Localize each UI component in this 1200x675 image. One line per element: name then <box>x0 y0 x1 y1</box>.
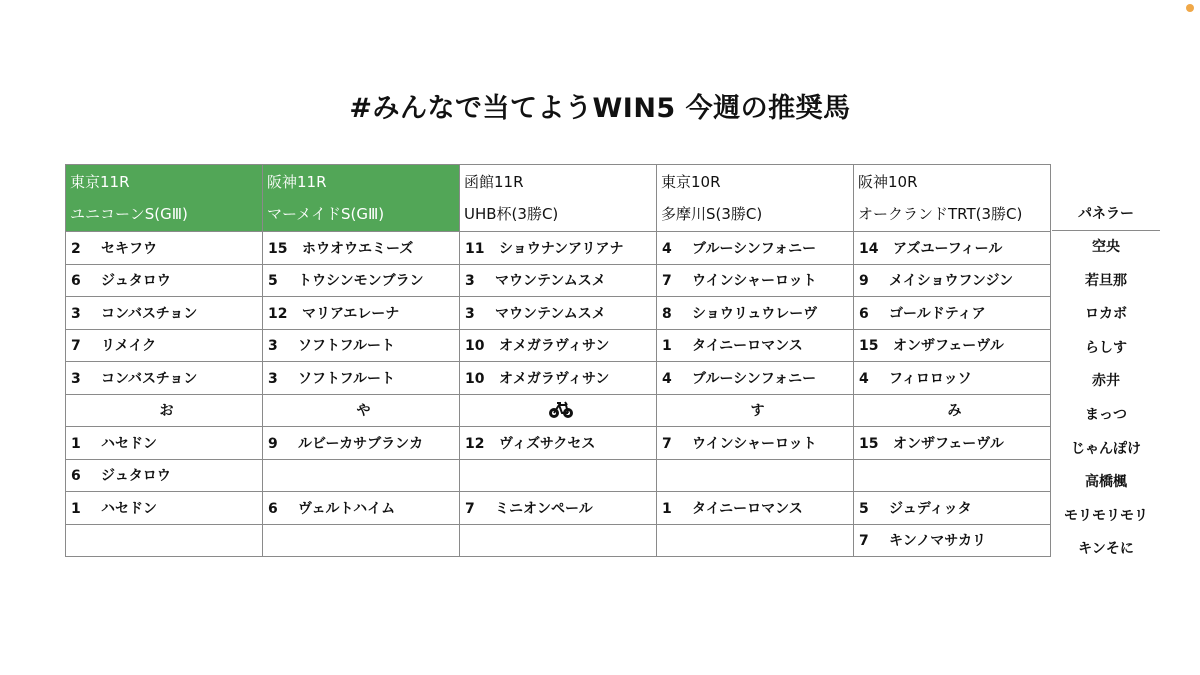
pick-cell <box>854 492 1051 525</box>
horse-name: フィロロッソ <box>889 370 972 387</box>
pick-cell <box>657 427 854 460</box>
pick-cell <box>657 264 854 297</box>
horse-number: 1 <box>71 435 81 452</box>
pick-cell <box>460 362 657 395</box>
horse-name: キンノマサカリ <box>889 533 987 550</box>
horse-name: オンザフェーヴル <box>893 435 1004 452</box>
panelist-name: じゃんぽけ <box>1071 440 1141 457</box>
horse-name: ウインシャーロット <box>692 435 817 452</box>
horse-name: オメガラヴィサン <box>499 338 610 355</box>
pick-cell <box>657 297 854 330</box>
horse-number: 4 <box>859 370 869 387</box>
horse-number: 7 <box>662 273 672 290</box>
horse-name: メイショウフンジン <box>889 273 1014 290</box>
pick-cell <box>854 427 1051 460</box>
message-char-cell: や <box>263 394 460 427</box>
race-venue: 東京11R <box>70 173 130 191</box>
horse-number: 1 <box>662 338 672 355</box>
pick-row <box>66 427 1051 460</box>
horse-number: 1 <box>662 500 672 517</box>
horse-number: 3 <box>71 305 81 322</box>
horse-number: 11 <box>465 240 485 257</box>
panelist-name: まっつ <box>1085 406 1127 423</box>
horse-number: 4 <box>662 370 672 387</box>
race-name: マーメイドS(GⅢ) <box>267 205 385 223</box>
horse-name: ソフトフルート <box>298 370 396 387</box>
pick-row <box>66 394 1051 427</box>
horse-name: オメガラヴィサン <box>499 370 610 387</box>
race-venue: 阪神10R <box>858 173 918 191</box>
horse-number: 7 <box>859 533 869 550</box>
horse-number: 2 <box>71 240 81 257</box>
horse-name: リメイク <box>101 338 157 355</box>
empty-cell <box>657 459 854 492</box>
empty-cell <box>460 459 657 492</box>
pick-cell <box>263 362 460 395</box>
horse-name: セキフウ <box>101 240 157 257</box>
race-header-3 <box>460 165 657 232</box>
horse-name: ウインシャーロット <box>692 273 817 290</box>
horse-number: 12 <box>465 435 485 452</box>
pick-cell <box>460 297 657 330</box>
horse-name: ルビーカサブランカ <box>298 435 424 452</box>
horse-name: ヴェルトハイム <box>298 500 396 517</box>
race-name: オークランドTRT(3勝C) <box>858 205 1023 223</box>
pick-cell <box>66 329 263 362</box>
horse-number: 10 <box>465 370 485 387</box>
pick-cell <box>263 297 460 330</box>
panelist-name: キンそに <box>1078 541 1134 558</box>
empty-cell <box>854 459 1051 492</box>
horse-name: ブルーシンフォニー <box>692 370 817 387</box>
horse-name: タイニーロマンス <box>692 338 803 355</box>
horse-number: 1 <box>71 500 81 517</box>
pick-cell <box>460 492 657 525</box>
pick-cell <box>854 297 1051 330</box>
horse-name: コンバスチョン <box>101 370 198 387</box>
pick-cell <box>460 329 657 362</box>
pick-cell <box>657 492 854 525</box>
horse-number: 3 <box>268 370 278 387</box>
horse-number: 7 <box>662 435 672 452</box>
horse-name: オンザフェーヴル <box>893 338 1004 355</box>
pick-cell <box>460 264 657 297</box>
pick-cell <box>263 492 460 525</box>
horse-number: 5 <box>859 500 869 517</box>
panelist-name: 赤井 <box>1092 373 1120 390</box>
pick-row <box>66 264 1051 297</box>
horse-name: ジュタロウ <box>101 273 171 290</box>
horse-name: ヴィズサクセス <box>499 435 596 452</box>
pick-cell <box>66 427 263 460</box>
horse-name: ハセドン <box>101 435 157 452</box>
pick-cell <box>854 264 1051 297</box>
pick-row <box>66 329 1051 362</box>
pick-cell <box>854 524 1051 557</box>
race-header-row <box>66 165 1051 232</box>
horse-number: 3 <box>465 273 475 290</box>
pick-row <box>66 459 1051 492</box>
race-name: UHB杯(3勝C) <box>464 205 559 223</box>
horse-number: 3 <box>71 370 81 387</box>
horse-name: ショウリュウレーヴ <box>692 305 818 322</box>
horse-name: ジュディッタ <box>889 500 972 517</box>
horse-number: 8 <box>662 305 672 322</box>
horse-number: 9 <box>268 435 278 452</box>
panelist-name: らしす <box>1085 339 1127 356</box>
horse-number: 4 <box>662 240 672 257</box>
pick-cell <box>263 329 460 362</box>
pick-cell <box>657 329 854 362</box>
race-venue: 函館11R <box>464 173 524 191</box>
horse-name: ゴールドティア <box>889 305 986 322</box>
horse-number: 15 <box>859 435 879 452</box>
horse-number: 6 <box>268 500 278 517</box>
horse-number: 15 <box>268 240 288 257</box>
bicycle-icon <box>547 402 575 418</box>
horse-number: 9 <box>859 273 869 290</box>
pick-cell <box>66 232 263 265</box>
empty-cell <box>657 524 854 557</box>
horse-name: アズユーフィール <box>893 240 1003 257</box>
pick-cell <box>66 362 263 395</box>
pick-row <box>66 524 1051 557</box>
page-title: #みんなで当てようWIN5 今週の推奨馬 <box>349 93 851 124</box>
race-header-4 <box>657 165 854 232</box>
horse-name: ブルーシンフォニー <box>692 240 817 257</box>
horse-number: 6 <box>859 305 869 322</box>
pick-cell <box>66 297 263 330</box>
horse-number: 7 <box>71 338 81 355</box>
race-header-5 <box>854 165 1051 232</box>
horse-name: マウンテンムスメ <box>495 305 606 322</box>
horse-name: マウンテンムスメ <box>495 273 606 290</box>
pick-row <box>66 297 1051 330</box>
horse-number: 7 <box>465 500 475 517</box>
panelist-name: 若旦那 <box>1085 272 1127 289</box>
horse-name: マリアエレーナ <box>302 305 400 322</box>
pick-cell <box>657 362 854 395</box>
pick-cell <box>460 232 657 265</box>
panelist-column <box>1052 164 1160 567</box>
picks-table <box>65 164 1051 557</box>
pick-cell <box>263 264 460 297</box>
pick-cell <box>263 427 460 460</box>
horse-name: ミニオンペール <box>495 500 593 517</box>
panelist-name: 高橋楓 <box>1085 474 1127 491</box>
empty-cell <box>263 524 460 557</box>
panelist-name: モリモリモリ <box>1064 507 1148 524</box>
pick-cell <box>460 427 657 460</box>
horse-number: 3 <box>268 338 278 355</box>
pick-cell <box>657 232 854 265</box>
message-char-cell: お <box>66 394 263 427</box>
horse-number: 3 <box>465 305 475 322</box>
horse-name: ハセドン <box>101 500 157 517</box>
panelist-header: パネラー <box>1052 164 1160 231</box>
horse-name: コンバスチョン <box>101 305 198 322</box>
empty-cell <box>263 459 460 492</box>
race-header-2 <box>263 165 460 232</box>
empty-cell <box>460 524 657 557</box>
horse-number: 6 <box>71 273 81 290</box>
bicycle-icon-cell <box>460 394 657 427</box>
horse-name: ジュタロウ <box>101 468 171 485</box>
pick-cell <box>854 329 1051 362</box>
panelist-name: ロカボ <box>1085 306 1127 323</box>
horse-name: トウシンモンブラン <box>298 273 424 290</box>
pick-row <box>66 362 1051 395</box>
pick-cell <box>66 459 263 492</box>
pick-row <box>66 232 1051 265</box>
pick-cell <box>854 362 1051 395</box>
race-venue: 東京10R <box>661 173 721 191</box>
horse-number: 15 <box>859 338 879 355</box>
race-name: ユニコーンS(GⅢ) <box>70 205 188 223</box>
message-char-cell: み <box>854 394 1051 427</box>
race-name: 多摩川S(3勝C) <box>661 205 763 223</box>
horse-name: ショウナンアリアナ <box>499 240 624 257</box>
empty-cell <box>66 524 263 557</box>
corner-dot <box>1186 4 1194 12</box>
horse-number: 5 <box>268 273 278 290</box>
pick-row <box>66 492 1051 525</box>
horse-number: 10 <box>465 338 485 355</box>
horse-name: ソフトフルート <box>298 338 396 355</box>
horse-name: ホウオウエミーズ <box>302 240 414 257</box>
horse-number: 12 <box>268 305 288 322</box>
horse-name: タイニーロマンス <box>692 500 803 517</box>
horse-number: 6 <box>71 468 81 485</box>
message-char-cell: す <box>657 394 854 427</box>
pick-cell <box>854 232 1051 265</box>
race-venue: 阪神11R <box>267 173 327 191</box>
horse-number: 14 <box>859 240 879 257</box>
pick-cell <box>263 232 460 265</box>
panelist-name: 空央 <box>1092 239 1120 255</box>
pick-cell <box>66 492 263 525</box>
pick-cell <box>66 264 263 297</box>
race-header-1 <box>66 165 263 232</box>
